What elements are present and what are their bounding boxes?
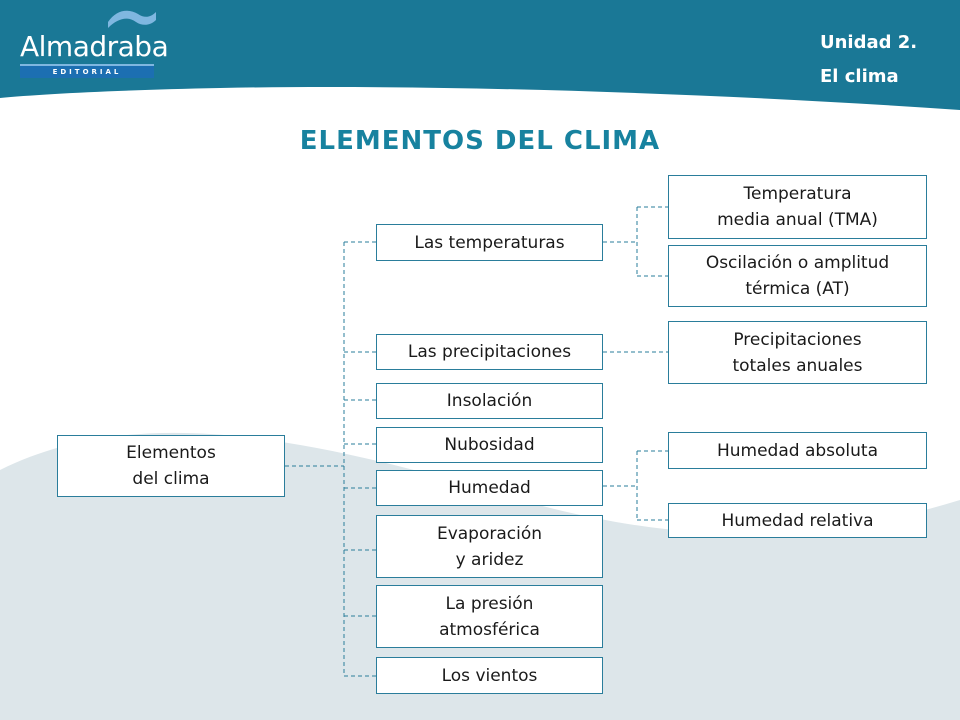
node-presion: La presión atmosférica — [376, 585, 603, 648]
page-title: ELEMENTOS DEL CLIMA — [299, 126, 661, 156]
node-temperaturas: Las temperaturas — [376, 224, 603, 261]
node-nubosidad: Nubosidad — [376, 427, 603, 463]
logo-subtext: EDITORIAL — [52, 68, 122, 76]
node-precipitaciones-totales: Precipitaciones totales anuales — [668, 321, 927, 384]
logo-wordmark: Almadraba — [20, 30, 169, 63]
root-node: Elementos del clima — [57, 435, 285, 497]
node-amplitud: Oscilación o amplitud térmica (AT) — [668, 245, 927, 307]
node-humedad-relativa: Humedad relativa — [668, 503, 927, 538]
node-tma: Temperatura media anual (TMA) — [668, 175, 927, 239]
unit-topic: El clima — [820, 66, 899, 87]
node-insolacion: Insolación — [376, 383, 603, 419]
node-precipitaciones: Las precipitaciones — [376, 334, 603, 370]
node-evaporacion: Evaporación y aridez — [376, 515, 603, 578]
node-humedad: Humedad — [376, 470, 603, 506]
node-vientos: Los vientos — [376, 657, 603, 694]
node-humedad-absoluta: Humedad absoluta — [668, 432, 927, 469]
unit-label: Unidad 2. — [820, 32, 918, 53]
